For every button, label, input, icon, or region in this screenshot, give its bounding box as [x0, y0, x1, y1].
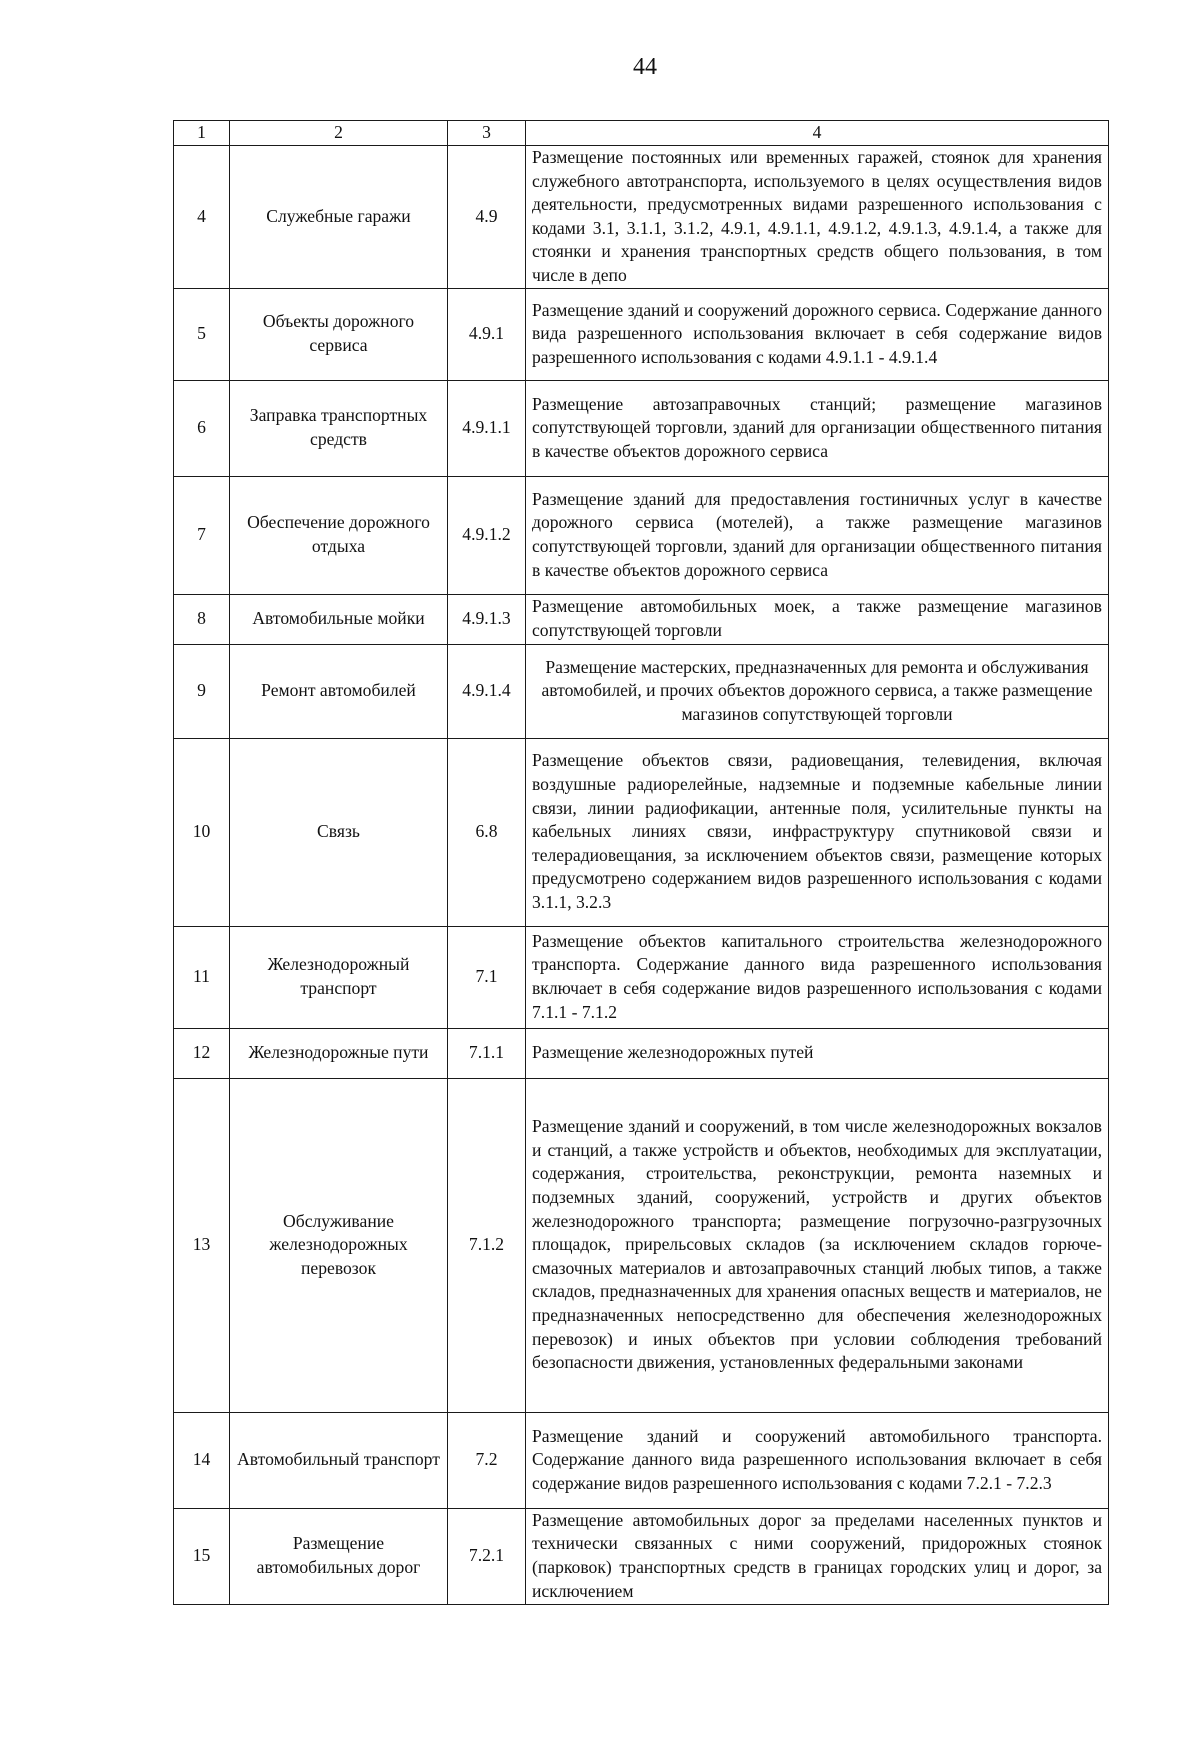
use-type-code: 7.1.1 [448, 1028, 526, 1078]
use-type-code: 4.9.1.1 [448, 380, 526, 476]
use-type-name: Автомобильный транспорт [230, 1412, 448, 1508]
use-type-name: Размещение автомобильных дорог [230, 1508, 448, 1604]
table-row [174, 1078, 1109, 1412]
table-row [174, 644, 1109, 738]
table-row [174, 380, 1109, 476]
use-type-name: Обслуживание железнодорожных перевозок [230, 1078, 448, 1412]
use-type-code: 4.9 [448, 146, 526, 289]
table-row [174, 1412, 1109, 1508]
use-type-description: Размещение автомобильных моек, а также размещение магазинов сопутствующей торговли [526, 594, 1109, 644]
use-type-name: Заправка транспортных средств [230, 380, 448, 476]
use-type-code: 7.2.1 [448, 1508, 526, 1604]
row-number: 7 [174, 476, 230, 594]
table-row [174, 594, 1109, 644]
header-col-2: 2 [230, 121, 448, 146]
table-row [174, 1508, 1109, 1604]
row-number: 14 [174, 1412, 230, 1508]
use-type-description: Размещение зданий и сооружений автомобильного транспорта. Содержание данного вида разрешенного использования включает в себя содержание видов разрешенного использования с кодами 7.2.1 - 7.2.3 [526, 1412, 1109, 1508]
use-type-name: Автомобильные мойки [230, 594, 448, 644]
use-type-description: Размещение автозаправочных станций; размещение магазинов сопутствующей торговли, зданий для организации общественного питания в качестве объектов дорожного сервиса [526, 380, 1109, 476]
use-type-description: Размещение зданий для предоставления гостиничных услуг в качестве дорожного сервиса (мотелей), а также размещение магазинов сопутствующей торговли, зданий для организации общественного питания в качестве объектов дорожного сервиса [526, 476, 1109, 594]
use-type-description: Размещение объектов капитального строительства железнодорожного транспорта. Содержание данного вида разрешенного использования включает в себя содержание видов разрешенного использования с кодами 7.1.1 - 7.1.2 [526, 926, 1109, 1028]
use-type-code: 7.1.2 [448, 1078, 526, 1412]
use-type-code: 6.8 [448, 738, 526, 926]
use-type-name: Железнодорожный транспорт [230, 926, 448, 1028]
row-number: 8 [174, 594, 230, 644]
use-type-description: Размещение постоянных или временных гаражей, стоянок для хранения служебного автотранспорта, используемого в целях осуществления видов деятельности, предусмотренных видами разрешенного использования с кодами 3.1, 3.1.1, 3.1.2, 4.9.1, 4.9.1.1, 4.9.1.2, 4.9.1.3, 4.9.1.4, а также для стоянки и хранения транспортных средств общего пользования, в том числе в депо [526, 146, 1109, 289]
use-type-name: Железнодорожные пути [230, 1028, 448, 1078]
table-row [174, 1028, 1109, 1078]
row-number: 12 [174, 1028, 230, 1078]
use-type-name: Объекты дорожного сервиса [230, 288, 448, 380]
table-row [174, 476, 1109, 594]
land-use-table [173, 120, 1109, 1605]
row-number: 15 [174, 1508, 230, 1604]
row-number: 5 [174, 288, 230, 380]
use-type-code: 4.9.1.3 [448, 594, 526, 644]
row-number: 6 [174, 380, 230, 476]
header-col-1: 1 [174, 121, 230, 146]
row-number: 10 [174, 738, 230, 926]
use-type-description: Размещение зданий и сооружений, в том числе железнодорожных вокзалов и станций, а также устройств и объектов, необходимых для эксплуатации, содержания, строительства, реконструкции, ремонта наземных и подземных зданий, сооружений, устройств и других объектов железнодорожного транспорта; размещение погрузочно-разгрузочных площадок, прирельсовых складов (за исключением складов горюче-смазочных материалов и автозаправочных станций любых типов, а также складов, предназначенных для хранения опасных веществ и материалов, не предназначенных непосредственно для обеспечения железнодорожных перевозок) и иных объектов при условии соблюдения требований безопасности движения, установленных федеральными законами [526, 1078, 1109, 1412]
use-type-description: Размещение объектов связи, радиовещания, телевидения, включая воздушные радиорелейные, надземные и подземные кабельные линии связи, линии радиофикации, антенные поля, усилительные пункты на кабельных линиях связи, инфраструктуру спутниковой связи и телерадиовещания, за исключением объектов связи, размещение которых предусмотрено содержанием видов разрешенного использования с кодами 3.1.1, 3.2.3 [526, 738, 1109, 926]
header-row [174, 121, 1109, 146]
page-number: 44 [633, 54, 657, 80]
header-col-3: 3 [448, 121, 526, 146]
use-type-description: Размещение железнодорожных путей [526, 1028, 1109, 1078]
use-type-code: 4.9.1 [448, 288, 526, 380]
row-number: 11 [174, 926, 230, 1028]
use-type-name: Обеспечение дорожного отдыха [230, 476, 448, 594]
row-number: 4 [174, 146, 230, 289]
table-row [174, 738, 1109, 926]
use-type-code: 7.1 [448, 926, 526, 1028]
use-type-description: Размещение автомобильных дорог за пределами населенных пунктов и технически связанных с ними сооружений, придорожных стоянок (парковок) транспортных средств в границах городских улиц и дорог, за исключением [526, 1508, 1109, 1604]
use-type-name: Ремонт автомобилей [230, 644, 448, 738]
use-type-description: Размещение зданий и сооружений дорожного сервиса. Содержание данного вида разрешенного использования включает в себя содержание видов разрешенного использования с кодами 4.9.1.1 - 4.9.1.4 [526, 288, 1109, 380]
use-type-description: Размещение мастерских, предназначенных для ремонта и обслуживания автомобилей, и прочих объектов дорожного сервиса, а также размещение магазинов сопутствующей торговли [526, 644, 1109, 738]
row-number: 13 [174, 1078, 230, 1412]
use-type-name: Связь [230, 738, 448, 926]
row-number: 9 [174, 644, 230, 738]
table-row [174, 146, 1109, 289]
header-col-4: 4 [526, 121, 1109, 146]
use-type-code: 7.2 [448, 1412, 526, 1508]
use-type-code: 4.9.1.4 [448, 644, 526, 738]
use-type-name: Служебные гаражи [230, 146, 448, 289]
use-type-code: 4.9.1.2 [448, 476, 526, 594]
table-row [174, 926, 1109, 1028]
table-row [174, 288, 1109, 380]
